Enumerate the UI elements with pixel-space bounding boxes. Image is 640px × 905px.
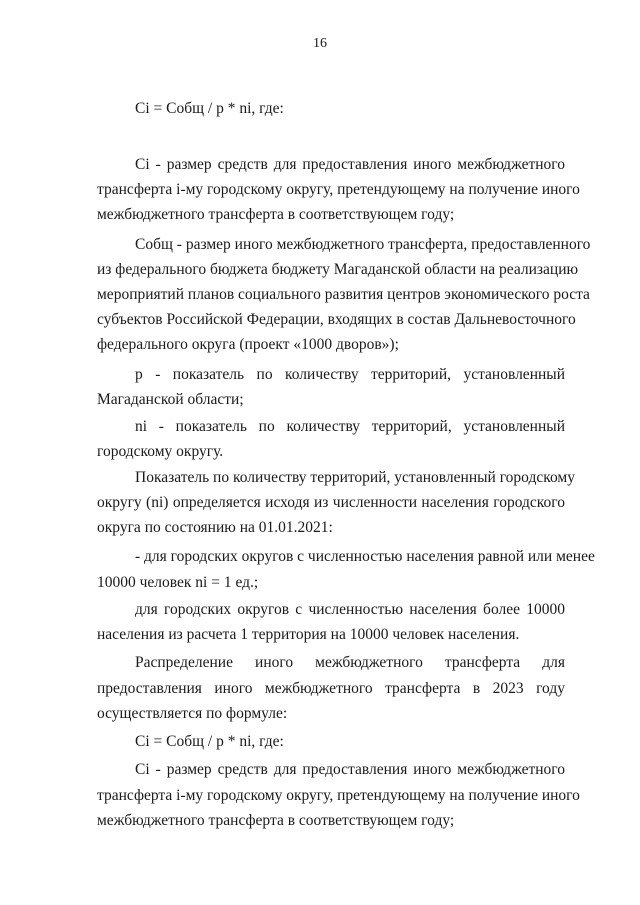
text-line: городскому округу. xyxy=(97,443,224,460)
text-line: населения из расчета 1 территория на 10000 человек населения. xyxy=(97,626,520,643)
text-line: для городских округов с численностью населения более 10000 xyxy=(135,601,565,618)
text-line: p - показатель по количеству территорий, установленный xyxy=(135,366,565,383)
text-line: трансферта i-му городскому округу, претендующему на получение иного xyxy=(97,181,580,198)
text-line: осуществляется по формуле: xyxy=(97,705,288,722)
text-line: ni - показатель по количеству территорий, установленный xyxy=(135,418,565,435)
text-line: субъектов Российской Федерации, входящих в состав Дальневосточного xyxy=(97,311,576,328)
formula-line: Ci = Cобщ / p * ni, где: xyxy=(135,733,284,750)
text-line: из федерального бюджета бюджету Магаданской области на реализацию xyxy=(97,261,579,278)
text-line: Распределение иного межбюджетного трансферта для xyxy=(135,654,565,671)
text-line: округа по состоянию на 01.01.2021: xyxy=(97,519,333,536)
text-line: федерального округа (проект «1000 дворов»); xyxy=(97,336,399,353)
text-line: мероприятий планов социального развития центров экономического роста xyxy=(97,286,590,303)
text-line: Ci - размер средств для предоставления иного межбюджетного xyxy=(135,156,565,173)
text-line: предоставления иного межбюджетного трансферта в 2023 году xyxy=(97,680,565,697)
formula-line: Ci = Cобщ / p * ni, где: xyxy=(135,100,284,117)
text-line: межбюджетного трансферта в соответствующем году; xyxy=(97,812,455,829)
text-line: - для городских округов с численностью населения равной или менее xyxy=(135,548,595,565)
text-line: Cобщ - размер иного межбюджетного трансферта, предоставленного xyxy=(135,236,591,253)
page-number: 16 xyxy=(313,36,327,51)
text-line: трансферта i-му городскому округу, претендующему на получение иного xyxy=(97,787,580,804)
text-line: 10000 человек ni = 1 ед.; xyxy=(97,574,259,591)
text-line: Ci - размер средств для предоставления иного межбюджетного xyxy=(135,761,565,778)
text-line: Показатель по количеству территорий, установленный городскому xyxy=(135,469,575,486)
text-line: межбюджетного трансферта в соответствующем году; xyxy=(97,206,455,223)
text-line: Магаданской области; xyxy=(97,391,244,408)
text-line: округу (ni) определяется исходя из численности населения городского xyxy=(97,494,565,511)
